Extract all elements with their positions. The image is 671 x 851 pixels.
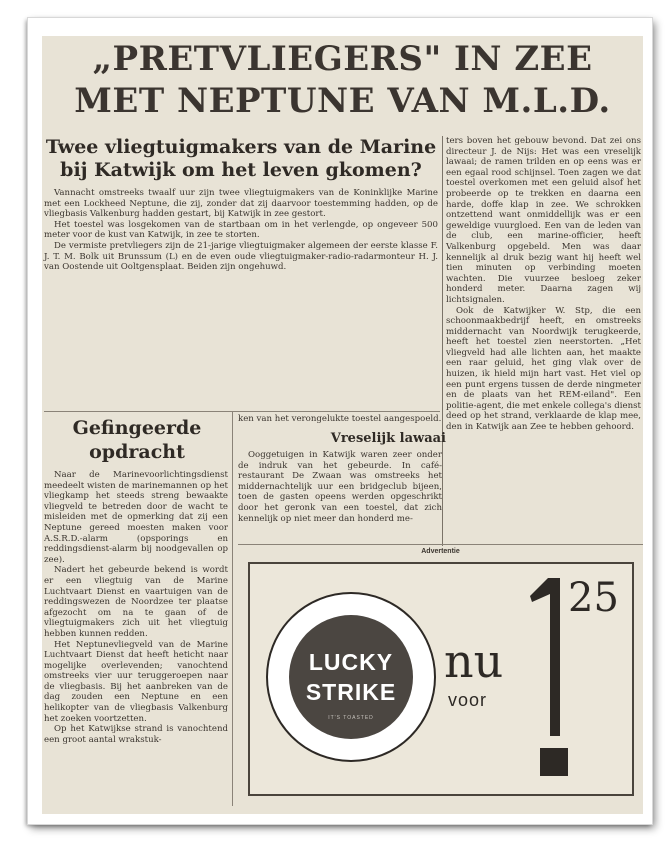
lead-paragraph: De vermiste pretvliegers zijn de 21-jarige vliegtuigmaker algemeen der eerste klasse F. J. T. M. Bolk uit Brunssum (L) en de even oude vliegtuigmaker-radio-radarmonteur H. J. van Oostende uit Ooltgensplaat. Beiden zijn ongehuwd. — [44, 240, 438, 273]
logo-bullseye — [289, 615, 413, 739]
sub-headline-line-2: bij Katwijk om het leven gkomen? — [60, 159, 422, 181]
sub-headline-line-1: Twee vliegtuigmakers van de Marine — [45, 136, 437, 158]
logo-tagline: IT'S TOASTED — [328, 715, 374, 721]
main-headline — [42, 38, 643, 122]
gefingeerde-text — [44, 470, 228, 745]
right-column-text — [446, 136, 641, 433]
price-cents: 25 — [568, 575, 619, 621]
lead-paragraph: Het toestel was losgekomen van de startbaan om in het verlengde, op ongeveer 500 meter voor de kust van Katwijk, in zee te storten. — [44, 219, 438, 241]
gefingeerde-heading-line-2: opdracht — [89, 441, 185, 463]
gefingeerde-paragraph: Nadert het gebeurde bekend is wordt er een vliegtuig van de Marine Luchtvaart Dienst en vaartuigen van de reddingswezen de Noordzee ter plaatse afgezocht om na te gaan of de vliegtuigmakers zich uit het vliegtuig hebben kunnen redden. — [44, 565, 228, 639]
newspaper-page — [42, 36, 643, 814]
gefingeerde-paragraph: Op het Katwijkse strand is vanochtend een groot aantal wrakstuk- — [44, 724, 228, 745]
gefingeerde-heading — [46, 416, 228, 464]
lucky-strike-advertisement — [248, 562, 634, 796]
gefingeerde-heading-line-1: Gefingeerde — [72, 417, 202, 439]
gefingeerde-paragraph: Naar de Marinevoorlichtingsdienst meedeelt wisten de marinemannen op het vliegkamp het steeds streng bewaakte vliegveld te betreden door de wacht te misleiden met de opmerking dat zij een Neptune gereed moesten maken voor A.S.R.D.-alarm (opsporings en reddingsdienst-alarm bij noodgevallen op zee). — [44, 470, 228, 565]
lead-paragraph: Vannacht omstreeks twaalf uur zijn twee vliegtuigmakers van de Koninklijke Marine met een Lockheed Neptune, die zij, zonder dat zij daarvoor toestemming hadden, op de vliegbasis Valkenburg hadden gestart, bij Katwijk in zee gestort. — [44, 188, 438, 220]
price-prefix: nu — [444, 634, 504, 688]
carry-over-paragraph: ken van het verongelukte toestel aangespoeld. — [238, 414, 442, 424]
price-integer — [520, 572, 568, 780]
advertisement-divider — [238, 544, 643, 545]
gefingeerde-paragraph: Het Neptunevliegveld van de Marine Luchtvaart Dienst dat heeft heticht naar mogelijke overlevenden; vanochtend omstreeks vier uur teruggeroepen naar de vliegbasis. Bij het aanbreken van de dag zouden een Neptune en een helikopter van de vliegbasis Valkenburg het zoeken voortzetten. — [44, 639, 228, 724]
section-divider — [44, 411, 440, 412]
headline-line-1: „PRETVLIEGERS" IN ZEE — [92, 39, 593, 79]
vreselijk-lawaai-heading: Vreselijk lawaai — [330, 431, 446, 446]
lucky-strike-logo — [266, 592, 436, 762]
sub-headline — [44, 136, 438, 182]
advertisement-label: Advertentie — [421, 548, 460, 555]
logo-word-strike: STRIKE — [305, 679, 397, 705]
right-column-paragraph: ters boven het gebouw bevond. Dat zei ons directeur J. de Nijs: Het was een vreselijk lawaai; de ramen trilden en op eens was er een egaal rood schijnsel. Toen zagen we dat toestel overkomen met een geluid alsof het probeerde op te trekken en daarna een harde, doffe klap in zee. We schrokken ontzettend want onmiddellijk was er een geweldige vuurgloed. Een van de leden van de club, een marine-officier, heeft Valkenburg opgebeld. Men was daar kennelijk al druk bezig want hij heeft wel tien minuten op verbinding moeten wachten. Die vuurzee besloeg zeker honderd meter. Daarna zagen wij lichtsignalen. — [446, 136, 641, 305]
carry-over-text — [238, 414, 442, 425]
vreselijk-lawaai-paragraph: Ooggetuigen in Katwijk waren zeer onder de indruk van het gebeurde. In café-restaurant De Zwaan was omstreeks het middernachtelijk uur een bridgeclub bijeen, toen de gasten opeens werden opgeschrikt door het geronk van een toestel, dat zich kennelijk op niet meer dan honderd me- — [238, 450, 442, 524]
logo-word-lucky: LUCKY — [308, 649, 394, 675]
column-divider — [232, 411, 233, 806]
lead-text — [44, 188, 438, 273]
headline-line-2: MET NEPTUNE VAN M.L.D. — [74, 81, 611, 121]
right-column-paragraph: Ook de Katwijker W. Stp, die een schoonmaakbedrijf heeft, en omstreeks middernacht van Noordwijk terugkeerde, heeft het toestel zien neerstorten. „Het vliegveld had alle lichten aan, het maakte een raar geluid, het ging vlak over de huizen, ik hield mijn hart vast. Het viel op een punt ergens tussen de derde ningmeter en de plaats van het REM-eiland". Een politie-agent, die met enkele collega's dienst deed op het strand, verklaarde de klap mee, den in Katwijk aan Zee te hebben gehoord. — [446, 305, 641, 433]
column-divider — [442, 136, 443, 546]
newspaper-clipping-frame — [28, 18, 652, 824]
price-voor: voor — [448, 690, 488, 710]
vreselijk-lawaai-text — [238, 450, 442, 524]
